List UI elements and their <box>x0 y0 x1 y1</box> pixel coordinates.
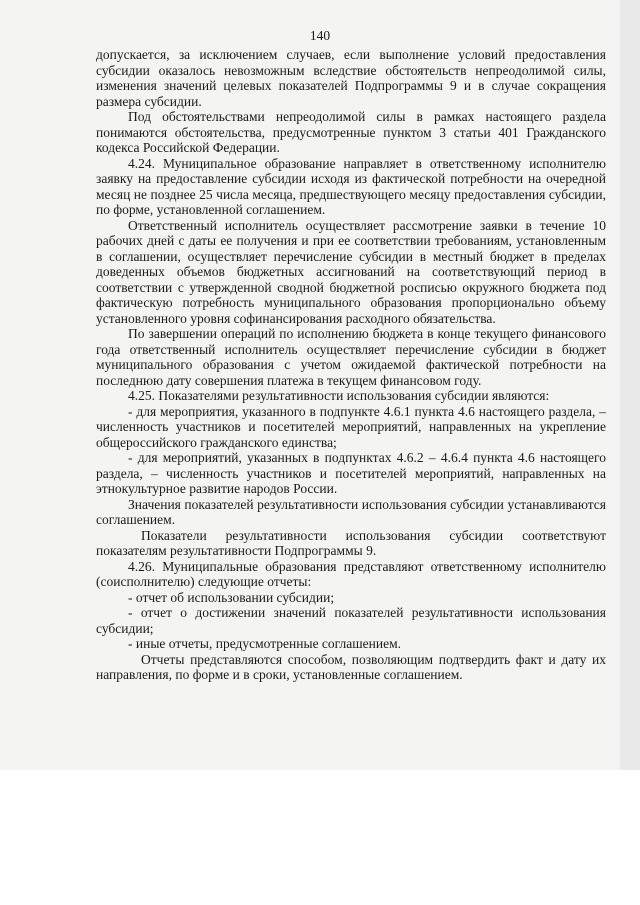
paragraph-values: Значения показателей результативности использования субсидии устанавливаются соглашением. <box>96 496 606 527</box>
scan-edge <box>620 0 640 770</box>
page-number: 140 <box>309 28 331 43</box>
paragraph-indicators: Показатели результативности использования субсидии соответствуют показателям результативности Подпрограммы 9. <box>96 527 606 558</box>
paragraph-submission: Отчеты представляются способом, позволяющим подтвердить факт и дату их направления, по форме и в сроки, установленные соглашением. <box>96 651 606 682</box>
paragraph-4-25: 4.25. Показателями результативности использования субсидии являются: <box>128 388 550 403</box>
list-item-indicator-2: - для мероприятий, указанных в подпунктах 4.6.2 – 4.6.4 пункта 4.6 настоящего раздела, – численность участников и посетителей мероприятий, направленных на этнокультурное развитие народов России. <box>96 450 606 496</box>
paragraph-4-24: 4.24. Муниципальное образование направляет в ответственному исполнителю заявку на предоставление субсидии исходя из фактической потребности на очередной месяц не позднее 25 числа месяца, предшествующего месяцу предоставления субсидии, по форме, установленной соглашением. <box>96 155 606 217</box>
paragraph-continuation: допускается, за исключением случаев, если выполнение условий предоставления субсидии оказалось невозможным вследствие обстоятельств непреодолимой силы, изменения значений целевых показателей Подпрограммы 9 и в случае сокращения размера субсидии. <box>96 47 606 109</box>
paragraph-year-end: По завершении операций по исполнению бюджета в конце текущего финансового года ответственный исполнитель осуществляет перечисление субсидии в бюджет муниципального образования с учетом ожидаемой фактической потребности на последнюю дату совершения платежа в текущем финансовом году. <box>96 326 606 388</box>
list-item-report-2: - отчет о достижении значений показателей результативности использования субсидии; <box>96 605 606 636</box>
paragraph-4-26: 4.26. Муниципальные образования представляют ответственному исполнителю (соисполнителю) следующие отчеты: <box>96 558 606 589</box>
list-item-report-3: - иные отчеты, предусмотренные соглашением. <box>128 636 402 651</box>
document-body <box>96 47 606 683</box>
paragraph-force-majeure: Под обстоятельствами непреодолимой силы в рамках настоящего раздела понимаются обстоятельства, предусмотренные пунктом 3 статьи 401 Гражданского кодекса Российской Федерации. <box>96 109 606 155</box>
paragraph-review: Ответственный исполнитель осуществляет рассмотрение заявки в течение 10 рабочих дней с даты ее получения и при ее соответствии требованиям, установленным в соглашении, осуществляет перечисление субсидии в местный бюджет в пределах доведенных объемов бюджетных ассигнований на соответствующий период в соответствии с утвержденной сводной бюджетной росписью окружного бюджета под фактическую потребность муниципального образования пропорционально объему установленного уровня софинансирования расходного обязательства. <box>96 217 606 326</box>
page-margin-bottom <box>0 770 640 905</box>
list-item-report-1: - отчет об использовании субсидии; <box>128 589 335 605</box>
list-item-indicator-1: - для мероприятия, указанного в подпункте 4.6.1 пункта 4.6 настоящего раздела, – численность участников и посетителей мероприятий, направленных на укрепление общероссийского гражданского единства; <box>96 403 606 450</box>
